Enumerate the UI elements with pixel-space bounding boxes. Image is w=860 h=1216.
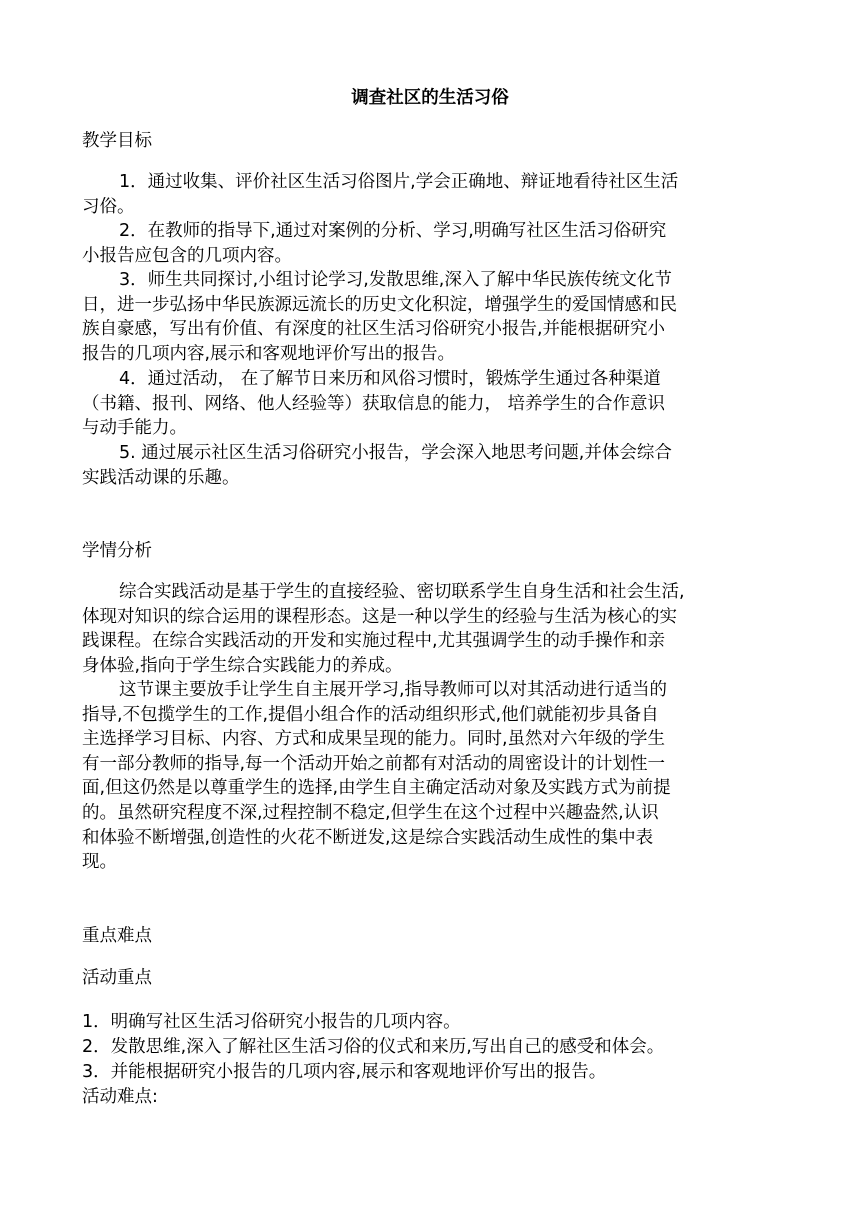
text-line: 日，进一步弘扬中华民族源远流长的历史文化积淀，增强学生的爱国情感和民 (82, 294, 677, 315)
goals-heading: 教学目标 (82, 131, 152, 151)
focus-item: 2．发散思维,深入了解社区生活习俗的仪式和来历,写出自己的感受和体会。 (82, 1037, 665, 1057)
key-points-heading: 重点难点 (82, 926, 152, 946)
document-title: 调查社区的生活习俗 (351, 88, 509, 108)
text-line: 综合实践活动是基于学生的直接经验、密切联系学生自身生活和社会生活, (119, 582, 685, 602)
text-line: 践课程。在综合实践活动的开发和实施过程中,尤其强调学生的动手操作和亲 (82, 631, 666, 652)
text-line: 习俗。 (82, 196, 135, 217)
text-line: 报告的几项内容,展示和客观地评价写出的报告。 (82, 343, 456, 364)
goal-item-1 (82, 170, 782, 219)
text-line: 身体验,指向于学生综合实践能力的养成。 (82, 655, 403, 676)
text-line: 与动手能力。 (82, 418, 187, 439)
text-line: 有一部分教师的指导,每一个活动开始之前都有对活动的周密设计的计划性一 (82, 753, 666, 774)
text-line: 实践活动课的乐趣。 (82, 467, 240, 488)
focus-heading: 活动重点 (82, 968, 152, 988)
text-line: （书籍、报刊、网络、他人经验等）获取信息的能力， 培养学生的合作意识 (82, 393, 666, 414)
analysis-heading: 学情分析 (82, 541, 152, 561)
analysis-paragraph-1 (82, 580, 782, 678)
text-line: 2．在教师的指导下,通过对案例的分析、学习,明确写社区生活习俗研究 (119, 221, 667, 241)
text-line: 3．师生共同探讨,小组讨论学习,发散思维,深入了解中华民族传统文化节 (119, 270, 672, 290)
text-line: 主选择学习目标、内容、方式和成果呈现的能力。同时,虽然对六年级的学生 (82, 729, 666, 750)
text-line: 的。虽然研究程度不深,过程控制不稳定,但学生在这个过程中兴趣盎然,认识 (82, 802, 659, 823)
analysis-paragraph-2 (82, 678, 782, 875)
difficulty-heading: 活动难点: (82, 1087, 158, 1107)
goal-item-3 (82, 268, 782, 366)
text-line: 1．通过收集、评价社区生活习俗图片,学会正确地、辩证地看待社区生活 (119, 172, 679, 192)
focus-item: 1．明确写社区生活习俗研究小报告的几项内容。 (82, 1012, 461, 1032)
goal-item-4 (82, 367, 782, 441)
text-line: 现。 (82, 852, 117, 873)
text-line: 面,但这仍然是以尊重学生的选择,由学生自主确定活动对象及实践方式为前提 (82, 778, 671, 799)
goal-item-2 (82, 219, 782, 268)
text-line: 这节课主要放手让学生自主展开学习,指导教师可以对其活动进行适当的 (119, 680, 668, 700)
text-line: 体现对知识的综合运用的课程形态。这是一种以学生的经验与生活为核心的实 (82, 606, 677, 627)
text-line: 族自豪感，写出有价值、有深度的社区生活习俗研究小报告,并能根据研究小 (82, 319, 666, 340)
text-line: 5. 通过展示社区生活习俗研究小报告，学会深入地思考问题,并体会综合 (119, 443, 672, 463)
text-line: 4．通过活动， 在了解节日来历和风俗习惯时，锻炼学生通过各种渠道 (119, 369, 661, 389)
focus-item: 3．并能根据研究小报告的几项内容,展示和客观地评价写出的报告。 (82, 1062, 607, 1082)
text-line: 小报告应包含的几项内容。 (82, 245, 292, 266)
text-line: 指导,不包揽学生的工作,提倡小组合作的活动组织形式,他们就能初步具备自 (82, 704, 659, 725)
goal-item-5 (82, 441, 782, 490)
text-line: 和体验不断增强,创造性的火花不断迸发,这是综合实践活动生成性的集中表 (82, 827, 654, 848)
